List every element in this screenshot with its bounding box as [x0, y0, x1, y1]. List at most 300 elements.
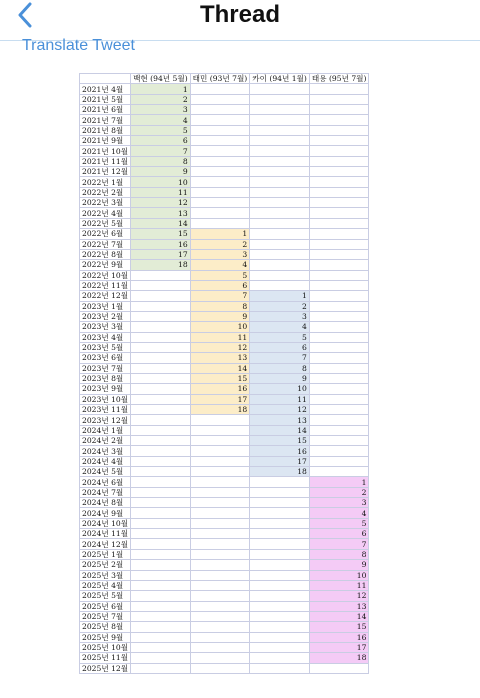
count-cell-baekhyun — [131, 622, 191, 632]
table-row — [80, 570, 369, 580]
table-row — [80, 322, 369, 332]
count-cell-baekhyun — [131, 601, 191, 611]
count-cell-baekhyun — [131, 436, 191, 446]
table-row — [80, 146, 369, 156]
month-cell: 2021년 9월 — [80, 136, 131, 146]
count-cell-kai: 8 — [250, 363, 310, 373]
table-row — [80, 384, 369, 394]
count-cell-taemin — [190, 436, 250, 446]
count-cell-taeyong — [309, 125, 369, 135]
count-cell-taeyong — [309, 280, 369, 290]
table-row — [80, 591, 369, 601]
table-row — [80, 436, 369, 446]
month-cell: 2023년 6월 — [80, 353, 131, 363]
count-cell-taeyong: 11 — [309, 580, 369, 590]
month-cell: 2021년 10월 — [80, 146, 131, 156]
month-cell: 2025년 2월 — [80, 560, 131, 570]
table-row — [80, 208, 369, 218]
count-cell-taemin — [190, 198, 250, 208]
month-cell: 2025년 1월 — [80, 549, 131, 559]
count-cell-baekhyun: 18 — [131, 260, 191, 270]
month-cell: 2023년 3월 — [80, 322, 131, 332]
count-cell-kai — [250, 167, 310, 177]
count-cell-taemin — [190, 549, 250, 559]
count-cell-taemin — [190, 187, 250, 197]
count-cell-taemin: 6 — [190, 280, 250, 290]
count-cell-baekhyun — [131, 467, 191, 477]
table-row — [80, 136, 369, 146]
count-cell-taeyong — [309, 663, 369, 673]
count-cell-kai — [250, 198, 310, 208]
count-cell-taemin — [190, 125, 250, 135]
count-cell-baekhyun: 4 — [131, 115, 191, 125]
count-cell-baekhyun — [131, 311, 191, 321]
count-cell-taemin — [190, 208, 250, 218]
header-cell-baekhyun: 백현 (94년 5월) — [131, 74, 191, 84]
month-cell: 2025년 7월 — [80, 611, 131, 621]
count-cell-taeyong — [309, 115, 369, 125]
month-cell: 2024년 5월 — [80, 467, 131, 477]
count-cell-taemin — [190, 446, 250, 456]
count-cell-taeyong: 12 — [309, 591, 369, 601]
page-title: Thread — [199, 1, 280, 28]
count-cell-taeyong: 15 — [309, 622, 369, 632]
count-cell-baekhyun: 13 — [131, 208, 191, 218]
count-cell-taemin — [190, 167, 250, 177]
count-cell-taemin — [190, 498, 250, 508]
count-cell-kai — [250, 105, 310, 115]
count-cell-kai — [250, 518, 310, 528]
count-cell-taeyong — [309, 332, 369, 342]
table-row — [80, 373, 369, 383]
table-header-row — [80, 74, 369, 84]
count-cell-taeyong — [309, 436, 369, 446]
month-cell: 2024년 4월 — [80, 456, 131, 466]
count-cell-kai — [250, 580, 310, 590]
table-row — [80, 94, 369, 104]
table-row — [80, 498, 369, 508]
count-cell-baekhyun — [131, 415, 191, 425]
month-cell: 2025년 9월 — [80, 632, 131, 642]
count-cell-taemin — [190, 146, 250, 156]
month-cell: 2025년 6월 — [80, 601, 131, 611]
count-cell-baekhyun — [131, 363, 191, 373]
count-cell-taeyong: 8 — [309, 549, 369, 559]
count-cell-taeyong — [309, 425, 369, 435]
count-cell-taemin — [190, 94, 250, 104]
count-cell-taeyong: 6 — [309, 529, 369, 539]
count-cell-baekhyun — [131, 518, 191, 528]
count-cell-taeyong — [309, 384, 369, 394]
count-cell-taeyong — [309, 467, 369, 477]
schedule-table — [79, 73, 369, 674]
count-cell-kai: 10 — [250, 384, 310, 394]
count-cell-kai: 6 — [250, 342, 310, 352]
table-row — [80, 84, 369, 94]
count-cell-taeyong: 10 — [309, 570, 369, 580]
count-cell-kai — [250, 125, 310, 135]
count-cell-baekhyun — [131, 291, 191, 301]
count-cell-taeyong — [309, 342, 369, 352]
count-cell-taeyong — [309, 229, 369, 239]
navigation-bar — [0, 0, 480, 41]
count-cell-taemin — [190, 622, 250, 632]
count-cell-kai — [250, 611, 310, 621]
month-cell: 2022년 6월 — [80, 229, 131, 239]
count-cell-baekhyun — [131, 580, 191, 590]
count-cell-kai — [250, 529, 310, 539]
count-cell-taemin — [190, 518, 250, 528]
count-cell-taemin — [190, 218, 250, 228]
count-cell-kai — [250, 146, 310, 156]
translate-tweet-link[interactable]: Translate Tweet — [22, 37, 135, 54]
count-cell-baekhyun — [131, 529, 191, 539]
month-cell: 2023년 10월 — [80, 394, 131, 404]
month-cell: 2024년 6월 — [80, 477, 131, 487]
table-row — [80, 446, 369, 456]
count-cell-taemin — [190, 663, 250, 673]
count-cell-taemin — [190, 415, 250, 425]
table-row — [80, 270, 369, 280]
count-cell-taemin — [190, 539, 250, 549]
count-cell-kai — [250, 653, 310, 663]
count-cell-kai: 4 — [250, 322, 310, 332]
table-row — [80, 549, 369, 559]
month-cell: 2025년 3월 — [80, 570, 131, 580]
count-cell-baekhyun: 10 — [131, 177, 191, 187]
month-cell: 2024년 10월 — [80, 518, 131, 528]
month-cell: 2022년 1월 — [80, 177, 131, 187]
count-cell-taeyong — [309, 177, 369, 187]
month-cell: 2022년 3월 — [80, 198, 131, 208]
month-cell: 2023년 11월 — [80, 405, 131, 415]
count-cell-kai — [250, 591, 310, 601]
month-cell: 2024년 8월 — [80, 498, 131, 508]
month-cell: 2023년 7월 — [80, 363, 131, 373]
count-cell-taemin: 10 — [190, 322, 250, 332]
month-cell: 2021년 5월 — [80, 94, 131, 104]
month-cell: 2024년 12월 — [80, 539, 131, 549]
count-cell-taeyong — [309, 270, 369, 280]
count-cell-baekhyun — [131, 384, 191, 394]
count-cell-baekhyun — [131, 663, 191, 673]
count-cell-kai: 7 — [250, 353, 310, 363]
count-cell-taeyong — [309, 311, 369, 321]
count-cell-kai: 16 — [250, 446, 310, 456]
count-cell-kai — [250, 642, 310, 652]
count-cell-taemin: 9 — [190, 311, 250, 321]
table-row — [80, 187, 369, 197]
count-cell-taeyong: 5 — [309, 518, 369, 528]
count-cell-taemin: 7 — [190, 291, 250, 301]
header-cell-taemin: 태민 (93년 7월) — [190, 74, 250, 84]
count-cell-kai: 13 — [250, 415, 310, 425]
count-cell-taeyong — [309, 156, 369, 166]
count-cell-baekhyun — [131, 653, 191, 663]
count-cell-baekhyun: 3 — [131, 105, 191, 115]
table-row — [80, 539, 369, 549]
month-cell: 2021년 7월 — [80, 115, 131, 125]
table-row — [80, 156, 369, 166]
count-cell-baekhyun — [131, 322, 191, 332]
table-row — [80, 311, 369, 321]
table-row — [80, 363, 369, 373]
month-cell: 2025년 10월 — [80, 642, 131, 652]
count-cell-kai — [250, 177, 310, 187]
count-cell-taeyong — [309, 167, 369, 177]
table-row — [80, 177, 369, 187]
count-cell-taeyong: 1 — [309, 477, 369, 487]
count-cell-baekhyun: 16 — [131, 239, 191, 249]
count-cell-kai: 12 — [250, 405, 310, 415]
month-cell: 2025년 5월 — [80, 591, 131, 601]
count-cell-baekhyun — [131, 456, 191, 466]
count-cell-baekhyun — [131, 632, 191, 642]
count-cell-taeyong — [309, 218, 369, 228]
table-row — [80, 342, 369, 352]
month-cell: 2021년 6월 — [80, 105, 131, 115]
count-cell-baekhyun: 1 — [131, 84, 191, 94]
month-cell: 2023년 1월 — [80, 301, 131, 311]
count-cell-baekhyun — [131, 425, 191, 435]
month-cell: 2023년 2월 — [80, 311, 131, 321]
table-row — [80, 239, 369, 249]
month-cell: 2022년 12월 — [80, 291, 131, 301]
count-cell-taemin — [190, 591, 250, 601]
count-cell-baekhyun — [131, 570, 191, 580]
count-cell-taemin: 18 — [190, 405, 250, 415]
table-row — [80, 332, 369, 342]
table-row — [80, 405, 369, 415]
count-cell-taeyong: 18 — [309, 653, 369, 663]
count-cell-baekhyun — [131, 353, 191, 363]
month-cell: 2023년 8월 — [80, 373, 131, 383]
table-row — [80, 467, 369, 477]
count-cell-taemin: 8 — [190, 301, 250, 311]
count-cell-kai — [250, 601, 310, 611]
count-cell-baekhyun — [131, 342, 191, 352]
count-cell-taemin — [190, 84, 250, 94]
count-cell-taemin: 13 — [190, 353, 250, 363]
count-cell-baekhyun — [131, 539, 191, 549]
table-row — [80, 601, 369, 611]
count-cell-kai: 2 — [250, 301, 310, 311]
count-cell-baekhyun: 7 — [131, 146, 191, 156]
count-cell-kai: 1 — [250, 291, 310, 301]
table-row — [80, 425, 369, 435]
count-cell-taemin — [190, 632, 250, 642]
month-cell: 2021년 4월 — [80, 84, 131, 94]
count-cell-taemin — [190, 136, 250, 146]
schedule-table-image — [79, 73, 369, 674]
count-cell-kai: 9 — [250, 373, 310, 383]
count-cell-baekhyun: 11 — [131, 187, 191, 197]
count-cell-taeyong — [309, 322, 369, 332]
count-cell-taemin: 14 — [190, 363, 250, 373]
count-cell-kai — [250, 632, 310, 642]
count-cell-kai — [250, 508, 310, 518]
table-row — [80, 560, 369, 570]
table-row — [80, 260, 369, 270]
count-cell-taeyong — [309, 198, 369, 208]
count-cell-kai: 14 — [250, 425, 310, 435]
count-cell-taeyong — [309, 301, 369, 311]
table-row — [80, 415, 369, 425]
count-cell-taeyong — [309, 94, 369, 104]
count-cell-taeyong: 14 — [309, 611, 369, 621]
count-cell-taeyong — [309, 456, 369, 466]
count-cell-taemin: 11 — [190, 332, 250, 342]
count-cell-baekhyun — [131, 405, 191, 415]
count-cell-taemin — [190, 177, 250, 187]
count-cell-taemin: 16 — [190, 384, 250, 394]
month-cell: 2022년 7월 — [80, 239, 131, 249]
count-cell-kai — [250, 84, 310, 94]
count-cell-baekhyun: 12 — [131, 198, 191, 208]
count-cell-taeyong: 9 — [309, 560, 369, 570]
count-cell-taeyong: 2 — [309, 487, 369, 497]
count-cell-taemin: 5 — [190, 270, 250, 280]
count-cell-taemin: 1 — [190, 229, 250, 239]
count-cell-taeyong — [309, 405, 369, 415]
count-cell-taemin — [190, 560, 250, 570]
month-cell: 2022년 8월 — [80, 249, 131, 259]
count-cell-taeyong — [309, 446, 369, 456]
count-cell-taeyong — [309, 373, 369, 383]
count-cell-kai — [250, 539, 310, 549]
table-row — [80, 518, 369, 528]
count-cell-kai — [250, 94, 310, 104]
count-cell-taeyong — [309, 260, 369, 270]
count-cell-taeyong — [309, 84, 369, 94]
table-row — [80, 301, 369, 311]
table-row — [80, 280, 369, 290]
month-cell: 2022년 11월 — [80, 280, 131, 290]
table-row — [80, 611, 369, 621]
table-row — [80, 167, 369, 177]
count-cell-baekhyun — [131, 508, 191, 518]
count-cell-baekhyun — [131, 487, 191, 497]
table-row — [80, 642, 369, 652]
count-cell-kai — [250, 487, 310, 497]
table-row — [80, 125, 369, 135]
month-cell: 2022년 2월 — [80, 187, 131, 197]
month-cell: 2024년 3월 — [80, 446, 131, 456]
count-cell-taeyong — [309, 353, 369, 363]
table-row — [80, 249, 369, 259]
count-cell-taeyong — [309, 249, 369, 259]
table-row — [80, 508, 369, 518]
count-cell-kai — [250, 218, 310, 228]
table-row — [80, 105, 369, 115]
month-cell: 2023년 4월 — [80, 332, 131, 342]
count-cell-kai — [250, 239, 310, 249]
month-cell: 2025년 4월 — [80, 580, 131, 590]
table-row — [80, 477, 369, 487]
count-cell-taeyong: 3 — [309, 498, 369, 508]
count-cell-taeyong: 13 — [309, 601, 369, 611]
table-row — [80, 394, 369, 404]
count-cell-kai: 18 — [250, 467, 310, 477]
count-cell-kai: 3 — [250, 311, 310, 321]
table-row — [80, 622, 369, 632]
month-cell: 2023년 12월 — [80, 415, 131, 425]
count-cell-taeyong: 16 — [309, 632, 369, 642]
count-cell-kai — [250, 229, 310, 239]
month-cell: 2025년 12월 — [80, 663, 131, 673]
month-cell: 2023년 9월 — [80, 384, 131, 394]
table-row — [80, 229, 369, 239]
count-cell-taemin — [190, 601, 250, 611]
table-row — [80, 291, 369, 301]
count-cell-taeyong — [309, 146, 369, 156]
count-cell-taeyong: 4 — [309, 508, 369, 518]
count-cell-baekhyun — [131, 591, 191, 601]
table-row — [80, 663, 369, 673]
table-row — [80, 456, 369, 466]
count-cell-baekhyun — [131, 332, 191, 342]
count-cell-taemin: 15 — [190, 373, 250, 383]
count-cell-taeyong — [309, 187, 369, 197]
table-row — [80, 580, 369, 590]
count-cell-baekhyun: 5 — [131, 125, 191, 135]
count-cell-baekhyun: 14 — [131, 218, 191, 228]
count-cell-kai — [250, 477, 310, 487]
count-cell-taemin — [190, 529, 250, 539]
month-cell: 2021년 11월 — [80, 156, 131, 166]
table-row — [80, 353, 369, 363]
count-cell-baekhyun — [131, 373, 191, 383]
count-cell-taemin — [190, 611, 250, 621]
count-cell-baekhyun — [131, 270, 191, 280]
count-cell-taeyong — [309, 105, 369, 115]
count-cell-kai: 11 — [250, 394, 310, 404]
count-cell-kai — [250, 622, 310, 632]
count-cell-baekhyun: 9 — [131, 167, 191, 177]
count-cell-baekhyun: 6 — [131, 136, 191, 146]
table-row — [80, 632, 369, 642]
count-cell-kai — [250, 560, 310, 570]
count-cell-baekhyun: 17 — [131, 249, 191, 259]
count-cell-kai — [250, 663, 310, 673]
month-cell: 2023년 5월 — [80, 342, 131, 352]
count-cell-baekhyun — [131, 477, 191, 487]
count-cell-baekhyun — [131, 611, 191, 621]
count-cell-taemin — [190, 456, 250, 466]
count-cell-taemin — [190, 467, 250, 477]
table-row — [80, 218, 369, 228]
count-cell-baekhyun — [131, 446, 191, 456]
month-cell: 2025년 8월 — [80, 622, 131, 632]
count-cell-kai — [250, 549, 310, 559]
count-cell-taeyong: 17 — [309, 642, 369, 652]
count-cell-taeyong — [309, 363, 369, 373]
month-cell: 2022년 4월 — [80, 208, 131, 218]
month-cell: 2022년 5월 — [80, 218, 131, 228]
count-cell-taeyong — [309, 239, 369, 249]
month-cell: 2022년 9월 — [80, 260, 131, 270]
count-cell-baekhyun — [131, 642, 191, 652]
month-cell: 2021년 12월 — [80, 167, 131, 177]
count-cell-kai — [250, 156, 310, 166]
count-cell-kai — [250, 136, 310, 146]
count-cell-taemin: 4 — [190, 260, 250, 270]
count-cell-taeyong — [309, 415, 369, 425]
month-cell: 2022년 10월 — [80, 270, 131, 280]
count-cell-kai: 5 — [250, 332, 310, 342]
count-cell-taemin — [190, 115, 250, 125]
header-cell-taeyong: 태용 (95년 7월) — [309, 74, 369, 84]
